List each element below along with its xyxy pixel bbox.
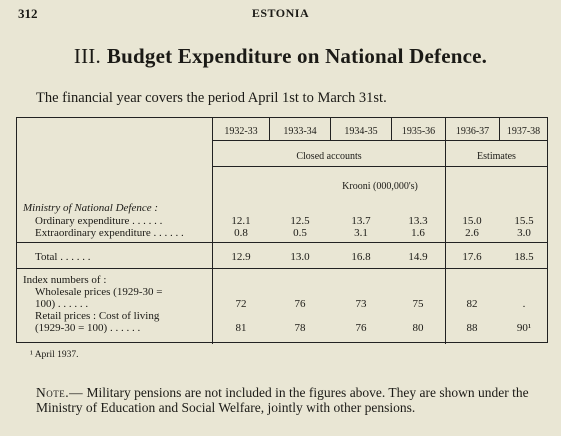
cell-value: 72 xyxy=(235,298,247,310)
year-header: 1935-36 xyxy=(401,126,436,137)
section-title xyxy=(0,44,561,69)
cell-value: 15.5 xyxy=(514,215,534,227)
running-head: ESTONIA xyxy=(251,6,310,20)
year-header: 1936-37 xyxy=(455,126,490,137)
year-header: 1933-34 xyxy=(283,126,317,137)
cell-value: 78 xyxy=(294,322,306,334)
cell-value: 3.0 xyxy=(517,227,531,239)
cell-value: 13.7 xyxy=(351,215,371,227)
note-lead: Note.— xyxy=(36,385,84,400)
section-subtitle: The financial year covers the period April 1st to March 31st. xyxy=(36,90,387,106)
row-label-retail-1: Retail prices : Cost of living xyxy=(35,310,160,322)
unit-label: Krooni (000,000's) xyxy=(342,181,418,192)
footnote: ¹ April 1937. xyxy=(30,350,79,360)
cell-value: 1.6 xyxy=(411,227,425,239)
cell-value: . xyxy=(522,298,526,310)
page-number: 312 xyxy=(18,6,38,21)
year-header: 1937-38 xyxy=(506,126,541,137)
year-header: 1932-33 xyxy=(224,126,258,137)
index-heading: Index numbers of : xyxy=(23,274,107,286)
cell-value: 76 xyxy=(294,298,306,310)
cell-value: 18.5 xyxy=(514,251,534,263)
cell-value: 16.8 xyxy=(351,251,371,263)
cell-value: 80 xyxy=(412,322,424,334)
budget-table xyxy=(16,117,548,343)
cell-value: 90¹ xyxy=(516,322,532,334)
row-label-extraordinary: Extraordinary expenditure . . . . . . xyxy=(35,227,184,239)
group-header-closed: Closed accounts xyxy=(296,151,362,162)
cell-value: 13.0 xyxy=(290,251,310,263)
row-label-retail-2: (1929-30 = 100) . . . . . . xyxy=(35,322,141,334)
cell-value: 13.3 xyxy=(408,215,428,227)
year-header: 1934-35 xyxy=(344,126,378,137)
row-label-ordinary: Ordinary expenditure . . . . . . xyxy=(35,215,163,227)
cell-value: 81 xyxy=(235,322,247,334)
cell-value: 14.9 xyxy=(408,251,428,263)
cell-value: 82 xyxy=(466,298,478,310)
cell-value: 0.8 xyxy=(234,227,248,239)
cell-value: 12.1 xyxy=(231,215,251,227)
row-label-wholesale-2: 100) . . . . . . xyxy=(35,298,89,310)
row-label-total: Total . . . . . . xyxy=(35,251,91,263)
cell-value: 76 xyxy=(355,322,367,334)
cell-value: 75 xyxy=(412,298,424,310)
note-text: Military pensions are not included in the figures above. They are shown under the Ministry of Education and Social Welfare, jointly with other pensions. xyxy=(36,385,529,415)
ministry-heading: Ministry of National Defence : xyxy=(23,202,159,214)
cell-value: 0.5 xyxy=(293,227,307,239)
cell-value: 12.5 xyxy=(290,215,310,227)
row-label-wholesale-1: Wholesale prices (1929-30 = xyxy=(35,286,163,298)
section-number: III. xyxy=(73,44,101,68)
cell-value: 3.1 xyxy=(354,227,368,239)
section-title-text: Budget Expenditure on National Defence. xyxy=(106,44,488,68)
cell-value: 2.6 xyxy=(465,227,479,239)
cell-value: 88 xyxy=(466,322,478,334)
cell-value: 73 xyxy=(355,298,367,310)
cell-value: 12.9 xyxy=(231,251,251,263)
group-header-estimates: Estimates xyxy=(477,151,516,162)
cell-value: 17.6 xyxy=(462,251,482,263)
cell-value: 15.0 xyxy=(462,215,482,227)
note-paragraph xyxy=(36,385,556,415)
